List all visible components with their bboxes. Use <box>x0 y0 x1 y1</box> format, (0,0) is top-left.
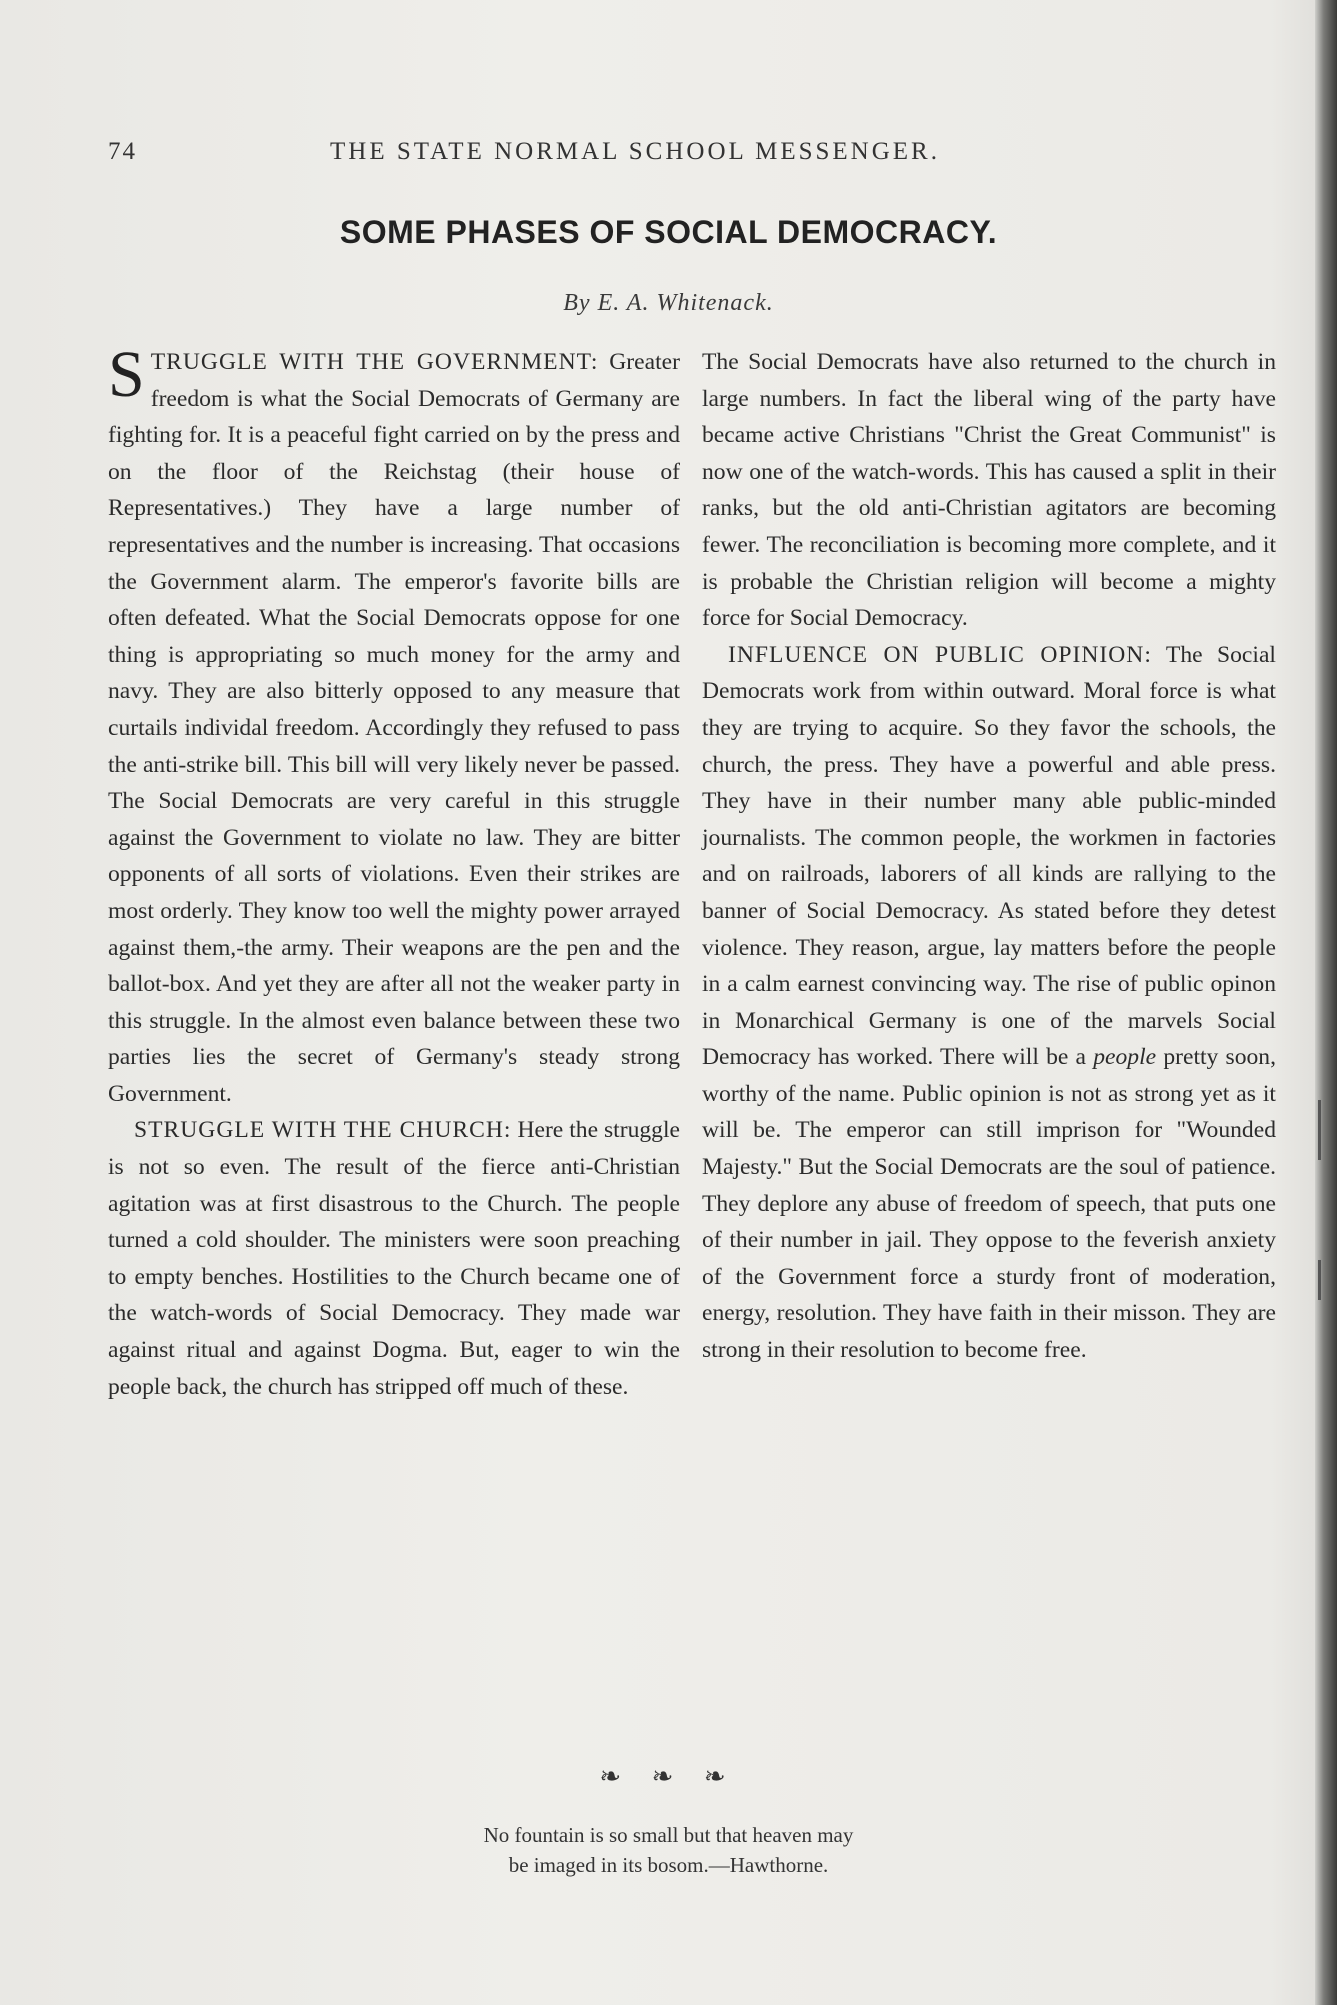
running-head <box>108 138 1238 178</box>
section-body-public-opinion-part1: The Social Democrats work from within outward. Moral force is what they are trying to acquire. So they favor the schools, the church, the press. They have a powerful and able press. They have in their number many able public-minded journalists. The common people, the workmen in factories and on railroads, laborers of all kinds are rallying to the banner of Social Democracy. As stated before they detest violence. They reason, argue, lay matters before the people in a calm earnest convincing way. The rise of public opinon in Monarchical Germany is one of the marvels Social Democracy has worked. There will be a <box>702 641 1276 1071</box>
dropcap: S <box>108 338 145 411</box>
quote-line-2: be imaged in its bosom.—Hawthorne. <box>508 1853 829 1877</box>
section-public-opinion <box>702 637 1276 1369</box>
article-title: SOME PHASES OF SOCIAL DEMOCRACY. <box>339 214 998 250</box>
page-number: 74 <box>108 138 137 165</box>
section-heading-government: TRUGGLE WITH THE GOVERNMENT: <box>150 349 599 375</box>
quote-line-1: No fountain is so small but that heaven may <box>483 1823 854 1847</box>
byline: By E. A. Whitenack. <box>563 290 774 316</box>
emphasis-people: people <box>1093 1044 1157 1071</box>
margin-mark <box>1318 1100 1321 1160</box>
closing-quote <box>0 1820 1337 1880</box>
section-body-government: Greater freedom is what the Social Democrats of Germany are fighting for. It is a peaceful fight carried on by the press and on the floor of the Reichstag (their house of Representatives.) They have a large number of representatives and the number is increasing. That occasions the Government alarm. The emperor's favorite bills are often defeated. What the Social Democrats oppose for one thing is appropriating so much money for the army and navy. They are also bitterly opposed to any measure that curtails individal freedom. Accordingly they refused to pass the anti-strike bill. This bill will very likely never be passed. The Social Democrats are very careful in this struggle against the Government to violate no law. They are bitter opponents of all sorts of violations. Even their strikes are most orderly. They know too well the mighty power arrayed against them,-the army. Their weapons are the pen and the ballot-box. And yet they are after all not the weaker party in this struggle. In the almost even balance between these two parties lies the secret of Germany's steady strong Government. <box>108 349 680 1107</box>
section-heading-public-opinion: INFLUENCE ON PUBLIC OPINION: <box>728 641 1152 668</box>
journal-title: THE STATE NORMAL SCHOOL MESSENGER. <box>330 138 940 165</box>
section-church <box>108 1112 680 1405</box>
section-government <box>108 338 680 1112</box>
section-body-church-continued: The Social Democrats have also returned to the church in large numbers. In fact the liberal wing of the party have became active Christians "Christ the Great Communist" is now one of the watch-words. This has caused a split in their ranks, but the old anti-Christian agitators are becoming fewer. The reconciliation is becoming more complete, and it is probable the Christian religion will become a mighty force for Social Democracy. <box>702 349 1276 632</box>
leaf-ornament: ❧ ❧ ❧ <box>599 1762 738 1791</box>
section-body-church: Here the struggle is not so even. The result of the fierce anti-Christian agitation was at first disastrous to the Church. The people turned a cold shoulder. The ministers were soon preaching to empty benches. Hostilities to the Church became one of the watch-words of Social Democracy. They made war against ritual and against Dogma. But, eager to win the people back, the church has stripped off much of these. <box>108 1117 680 1400</box>
margin-mark <box>1318 1260 1321 1300</box>
section-body-public-opinion-part2: pretty soon, worthy of the name. Public opinion is not as strong yet as it will be. The emperor can still imprison for "Wounded Majesty." But the Social Democrats are the soul of patience. They deplore any abuse of freedom of speech, that puts one of their number in jail. They oppose to the feverish anxiety of the Government force a sturdy front of moderation, energy, resolution. They have faith in their misson. They are strong in their resolution to become free. <box>702 1044 1277 1364</box>
section-church-continued <box>702 344 1276 637</box>
right-column <box>702 344 1276 1369</box>
left-column <box>108 338 680 1405</box>
section-heading-church: STRUGGLE WITH THE CHURCH: <box>134 1117 512 1144</box>
